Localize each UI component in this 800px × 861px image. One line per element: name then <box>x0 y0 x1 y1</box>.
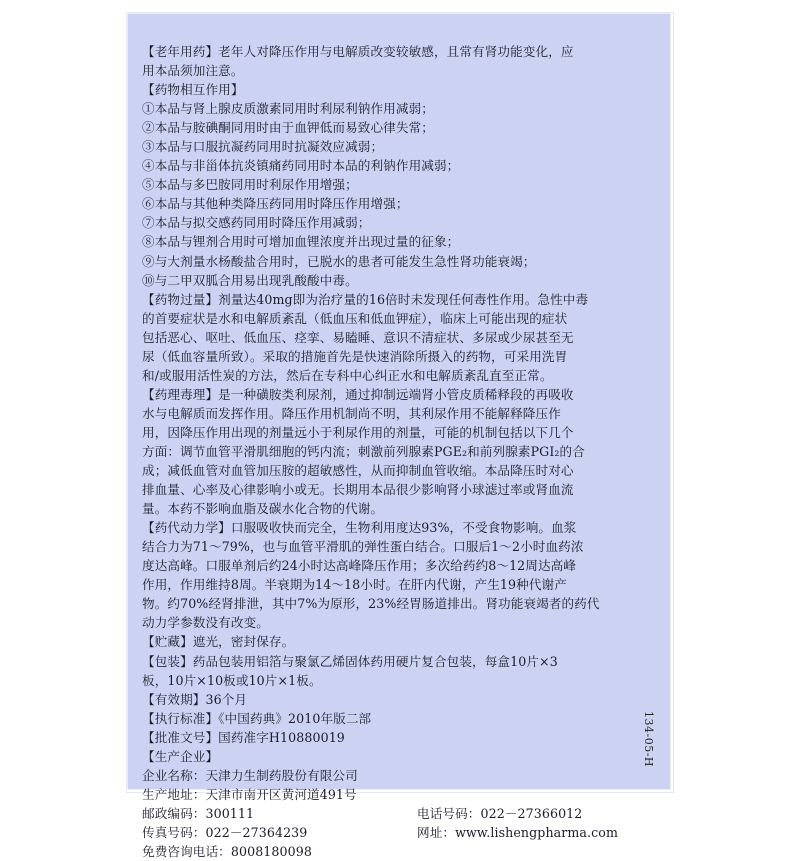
phone-number: 电话号码：022－27366012 <box>417 805 583 821</box>
list-item: ⑤本品与多巴胺同用时利尿作用增强； <box>142 177 358 193</box>
contact-row <box>142 804 642 823</box>
side-code: 134-05-H <box>642 711 655 768</box>
text-line: 作用，作用维持8周。半衰期为14～18小时。在肝内代谢，产生19种代谢产 <box>142 577 567 593</box>
insert-text <box>142 42 642 861</box>
text-line: 和/或服用活性炭的方法，然后在专科中心纠正水和电解质紊乱直至正常。 <box>142 367 553 383</box>
text-line: 【药物过量】剂量达40mg即为治疗量的16倍时未发现任何毒性作用。急性中毒 <box>142 291 589 307</box>
text-line: 企业名称：天津力生制药股份有限公司 <box>142 767 358 783</box>
text-line: 【药理毒理】是一种磺胺类利尿剂，通过抑制远端肾小管皮质稀释段的再吸收 <box>142 386 574 402</box>
list-item: ④本品与非甾体抗炎镇痛药同用时本品的利钠作用减弱； <box>142 158 460 174</box>
list-item: ⑦本品与拟交感药同用时降压作用减弱； <box>142 215 371 231</box>
text-line: 成；减低血管对血管加压胺的超敏感性，从而抑制血管收缩。本品降压时对心 <box>142 463 574 479</box>
text-line: 【药代动力学】口服吸收快而完全，生物利用度达93%，不受食物影响。血浆 <box>142 520 577 536</box>
text-line: 【包装】药品包装用铝箔与聚氯乙烯固体药用硬片复合包装，每盒10片×3 <box>142 653 558 669</box>
text-line: 量。本药不影响血脂及碳水化合物的代谢。 <box>142 501 384 517</box>
text-line: 用本品须加注意。 <box>142 63 244 79</box>
text-line: 方面：调节血管平滑肌细胞的钙内流；刺激前列腺素PGE₂和前列腺素PGI₂的合 <box>142 443 585 459</box>
section-heading-manufacturer: 【生产企业】 <box>142 748 219 764</box>
text-line: 结合力为71～79%，也与血管平滑肌的弹性蛋白结合。口服后1～2小时血药浓 <box>142 539 584 555</box>
text-line: 板，10片×10板或10片×1板。 <box>142 672 322 688</box>
package-insert-sheet <box>128 14 670 859</box>
text-line: 【有效期】36个月 <box>142 691 248 707</box>
text-line: 包括恶心、呕吐、低血压、痉挛、易瞌睡、意识不清症状、多尿或少尿甚至无 <box>142 329 574 345</box>
list-item: ⑧本品与锂剂合用时可增加血锂浓度并出现过量的征象； <box>142 234 460 250</box>
list-item: ⑩与二甲双胍合用易出现乳酸酸中毒。 <box>142 272 358 288</box>
text-line: 动力学参数没有改变。 <box>142 615 269 631</box>
contact-row <box>142 823 642 842</box>
contact-row <box>142 842 642 861</box>
text-line: 【批准文号】国药准字H10880019 <box>142 729 345 745</box>
website: 网址：www.lishengpharma.com <box>417 824 619 840</box>
list-item: ⑥本品与其他种类降压药同用时降压作用增强； <box>142 196 409 212</box>
text-line: 用，因降压作用出现的剂量远小于利尿作用的剂量，可能的机制包括以下几个 <box>142 424 574 440</box>
text-line: 尿（低血容量所致）。采取的措施首先是快速消除所摄入的药物，可采用洗胃 <box>142 348 568 364</box>
postal-code: 邮政编码：300111 <box>142 805 255 821</box>
text-line: 的首要症状是水和电解质紊乱（低血压和低血钾症），临床上可能出现的症状 <box>142 310 568 326</box>
text-line: 【贮藏】遮光，密封保存。 <box>142 634 295 650</box>
text-line: 水与电解质而发挥作用。降压作用机制尚不明，其利尿作用不能解释降压作 <box>142 405 561 421</box>
text-line: 排血量、心率及心律影响小或无。长期用本品很少影响肾小球滤过率或肾血流 <box>142 482 574 498</box>
section-heading-interactions: 【药物相互作用】 <box>142 82 244 98</box>
text-line: 【老年用药】老年人对降压作用与电解质改变较敏感，且常有肾功能变化，应 <box>142 44 574 59</box>
list-item: ⑨与大剂量水杨酸盐合用时，已脱水的患者可能发生急性肾功能衰竭； <box>142 253 536 269</box>
list-item: ②本品与胺碘酮同用时由于血钾低而易致心律失常； <box>142 120 434 136</box>
text-line: 物。约70%经肾排泄，其中7%为原形，23%经胃肠道排出。肾功能衰竭者的药代 <box>142 596 600 612</box>
text-line: 生产地址：天津市南开区黄河道491号 <box>142 786 357 802</box>
text-line: 【执行标准】《中国药典》2010年版二部 <box>142 710 372 726</box>
fax-number: 传真号码：022－27364239 <box>142 824 308 840</box>
hotline: 免费咨询电话：8008180098 <box>142 843 312 859</box>
text-line: 度达高峰。口服单剂后约24小时达高峰降压作用；多次给药约8～12周达高峰 <box>142 558 577 574</box>
list-item: ①本品与肾上腺皮质激素同用时利尿利钠作用减弱； <box>142 101 434 117</box>
list-item: ③本品与口服抗凝药同用时抗凝效应减弱； <box>142 139 384 155</box>
